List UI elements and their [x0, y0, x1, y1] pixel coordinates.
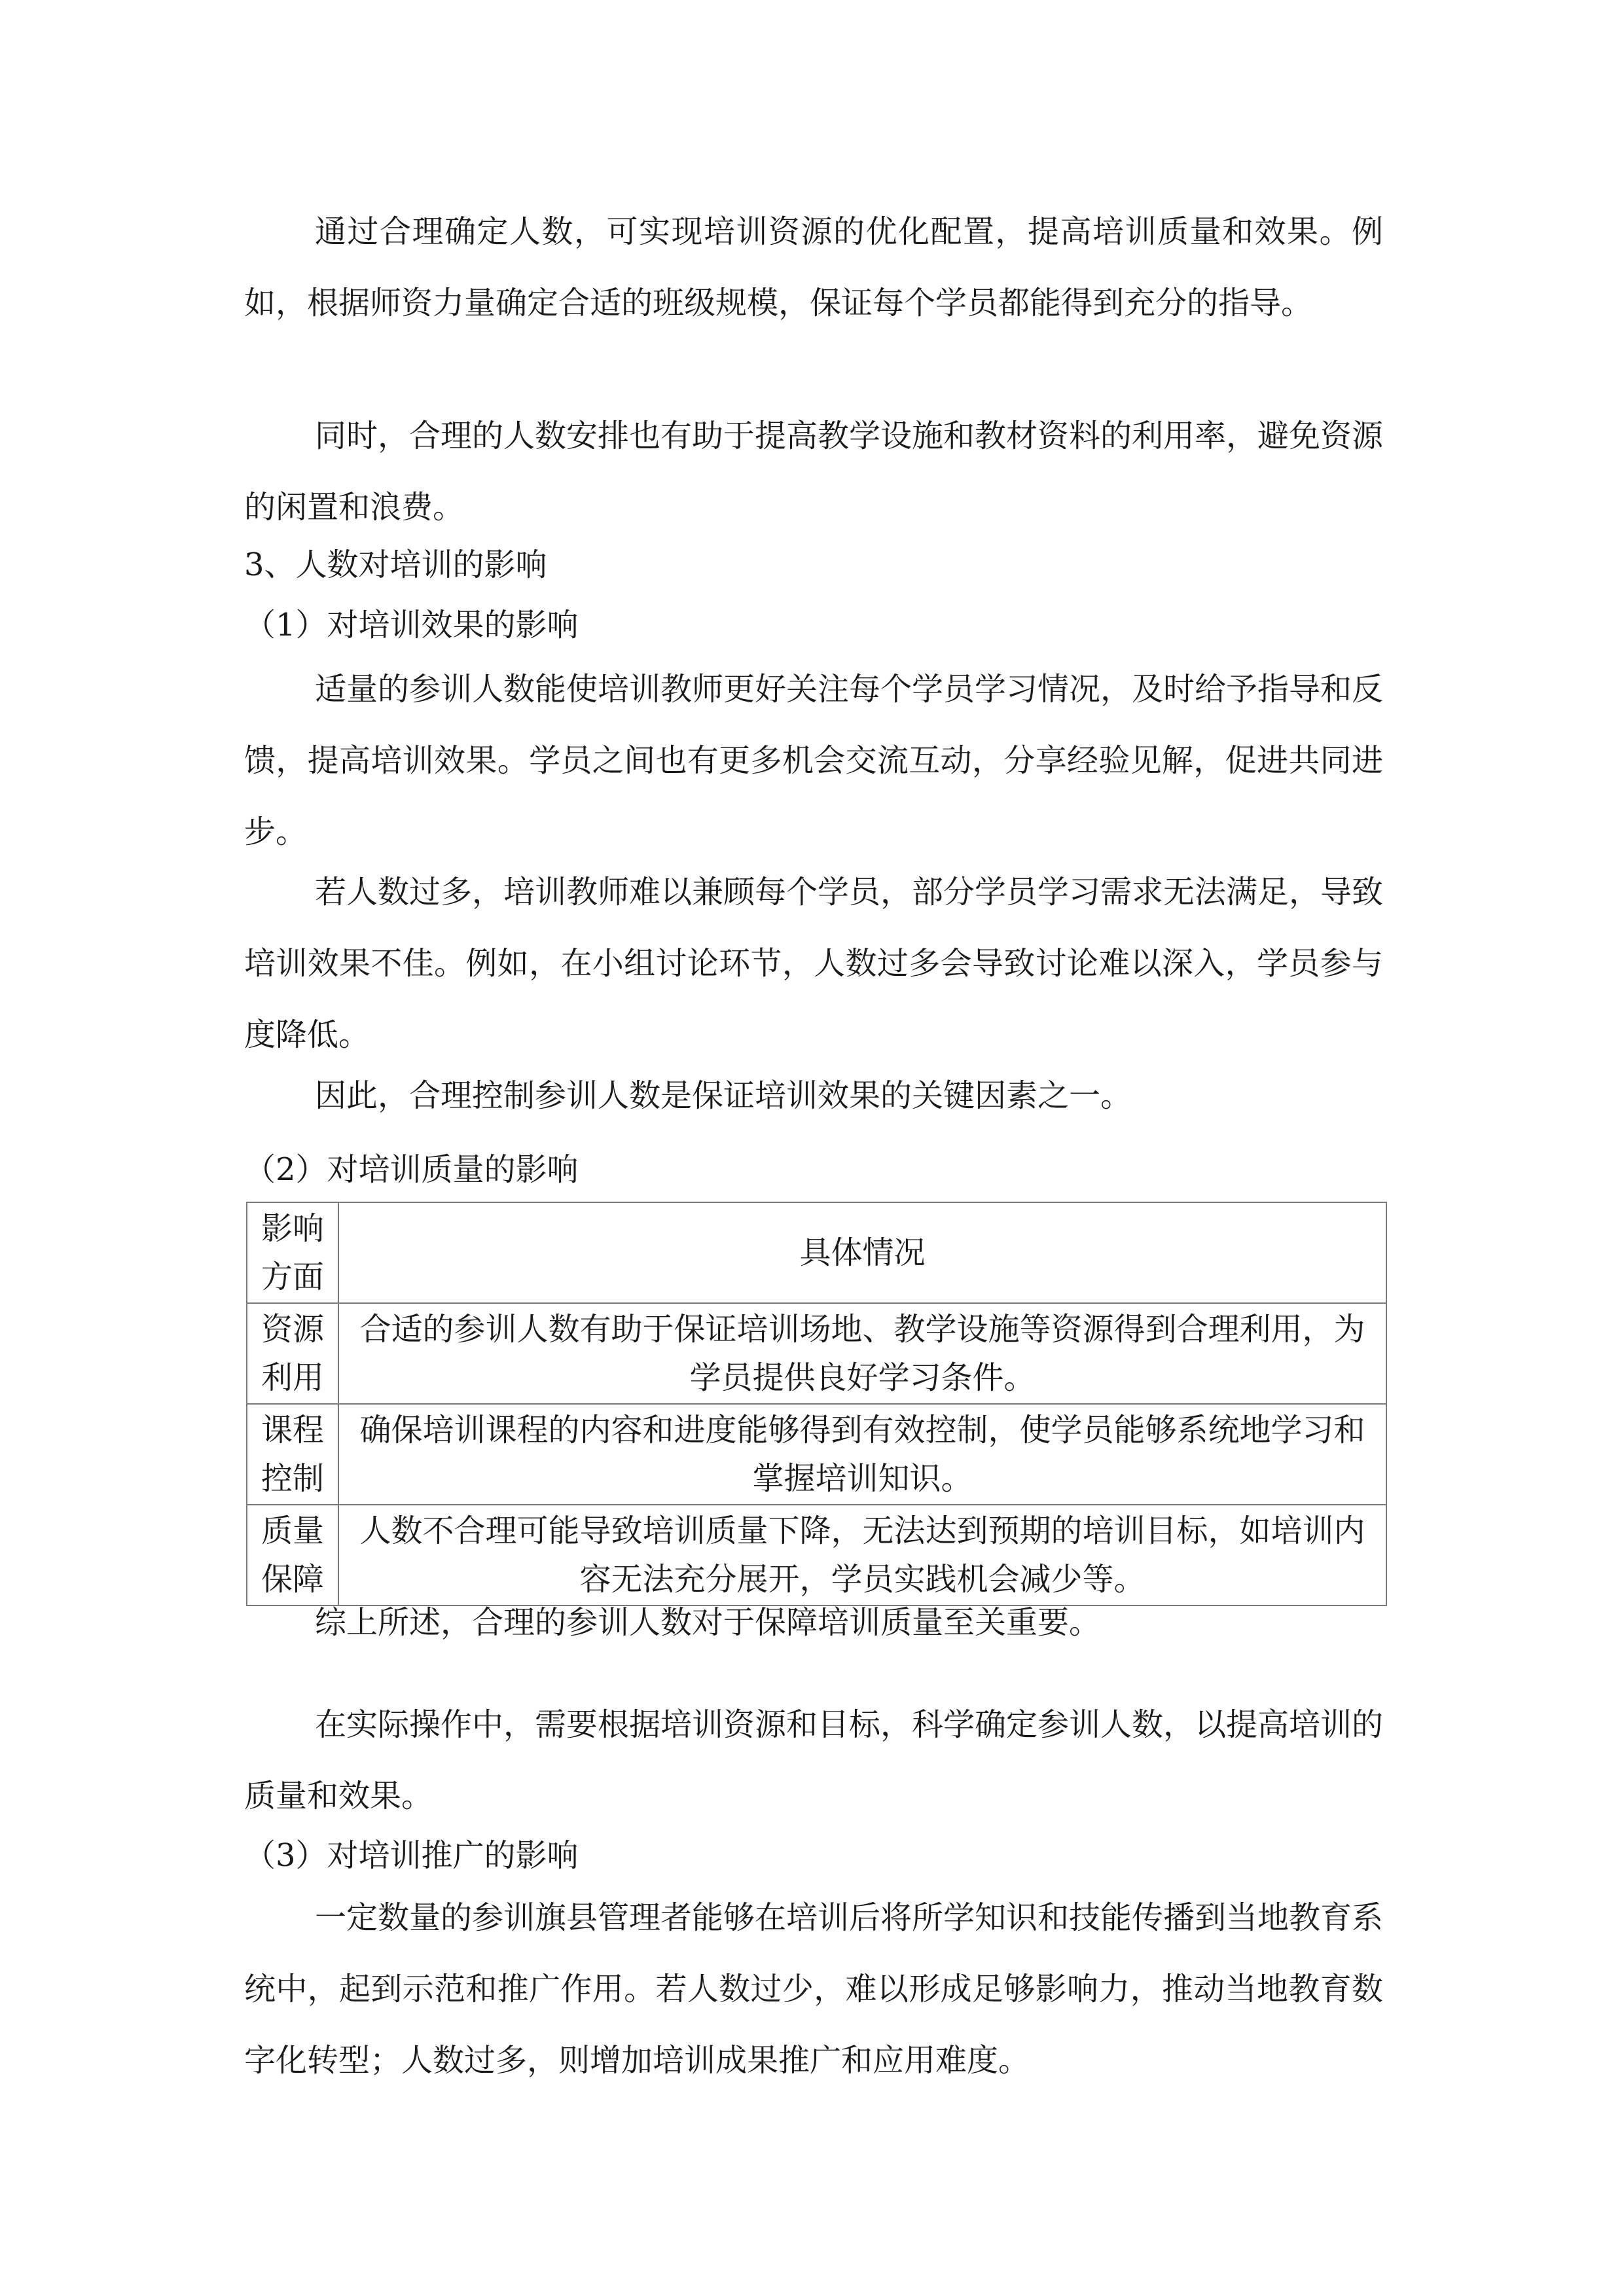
paragraph-practice: 在实际操作中，需要根据培训资源和目标，科学确定参训人数，以提高培训的质量和效果。: [244, 1706, 1384, 1814]
table-cell-aspect: 资源利用: [247, 1303, 338, 1404]
paragraph-summary: 综上所述，合理的参训人数对于保障培训质量至关重要。: [315, 1604, 1101, 1641]
table-row: [247, 1404, 1386, 1505]
paragraph-facility-utilization: 同时，合理的人数安排也有助于提高教学设施和教材资料的利用率，避免资源的闲置和浪费。: [244, 418, 1384, 526]
table-header-aspect: 影响方面: [247, 1202, 338, 1303]
subheading-training-quality: （2）对培训质量的影响: [244, 1151, 579, 1188]
table-cell-detail: 合适的参训人数有助于保证培训场地、教学设施等资源得到合理利用，为学员提供良好学习条件。: [338, 1303, 1386, 1404]
table-cell-aspect: 质量保障: [247, 1505, 338, 1605]
paragraph-promotion: 一定数量的参训旗县管理者能够在培训后将所学知识和技能传播到当地教育系统中，起到示范和推广作用。若人数过少，难以形成足够影响力，推动当地教育数字化转型；人数过多，则增加培训成果推广和应用难度。: [244, 1899, 1384, 2079]
table-cell-detail: 确保培训课程的内容和进度能够得到有效控制，使学员能够系统地学习和掌握培训知识。: [338, 1404, 1386, 1505]
section-heading-impact: 3、人数对培训的影响: [244, 547, 547, 583]
table-row: [247, 1303, 1386, 1404]
table-cell-aspect: 课程控制: [247, 1404, 338, 1505]
paragraph-resource-allocation: 通过合理确定人数，可实现培训资源的优化配置，提高培训质量和效果。例如，根据师资力量确定合适的班级规模，保证每个学员都能得到充分的指导。: [244, 213, 1383, 321]
subheading-training-promotion: （3）对培训推广的影响: [244, 1837, 579, 1874]
paragraph-therefore: 因此，合理控制参训人数是保证培训效果的关键因素之一。: [315, 1077, 1132, 1114]
quality-impact-table: [246, 1202, 1387, 1606]
paragraph-moderate-size: 适量的参训人数能使培训教师更好关注每个学员学习情况，及时给予指导和反馈，提高培训效果。学员之间也有更多机会交流互动，分享经验见解，促进共同进步。: [244, 671, 1384, 850]
subheading-training-effect: （1）对培训效果的影响: [244, 607, 579, 643]
paragraph-too-many: 若人数过多，培训教师难以兼顾每个学员，部分学员学习需求无法满足，导致培训效果不佳。例如，在小组讨论环节，人数过多会导致讨论难以深入，学员参与度降低。: [244, 874, 1384, 1053]
table-cell-detail: 人数不合理可能导致培训质量下降，无法达到预期的培训目标，如培训内容无法充分展开，学员实践机会减少等。: [338, 1505, 1386, 1605]
table-header-detail: 具体情况: [338, 1202, 1386, 1303]
table-header-row: [247, 1202, 1386, 1303]
